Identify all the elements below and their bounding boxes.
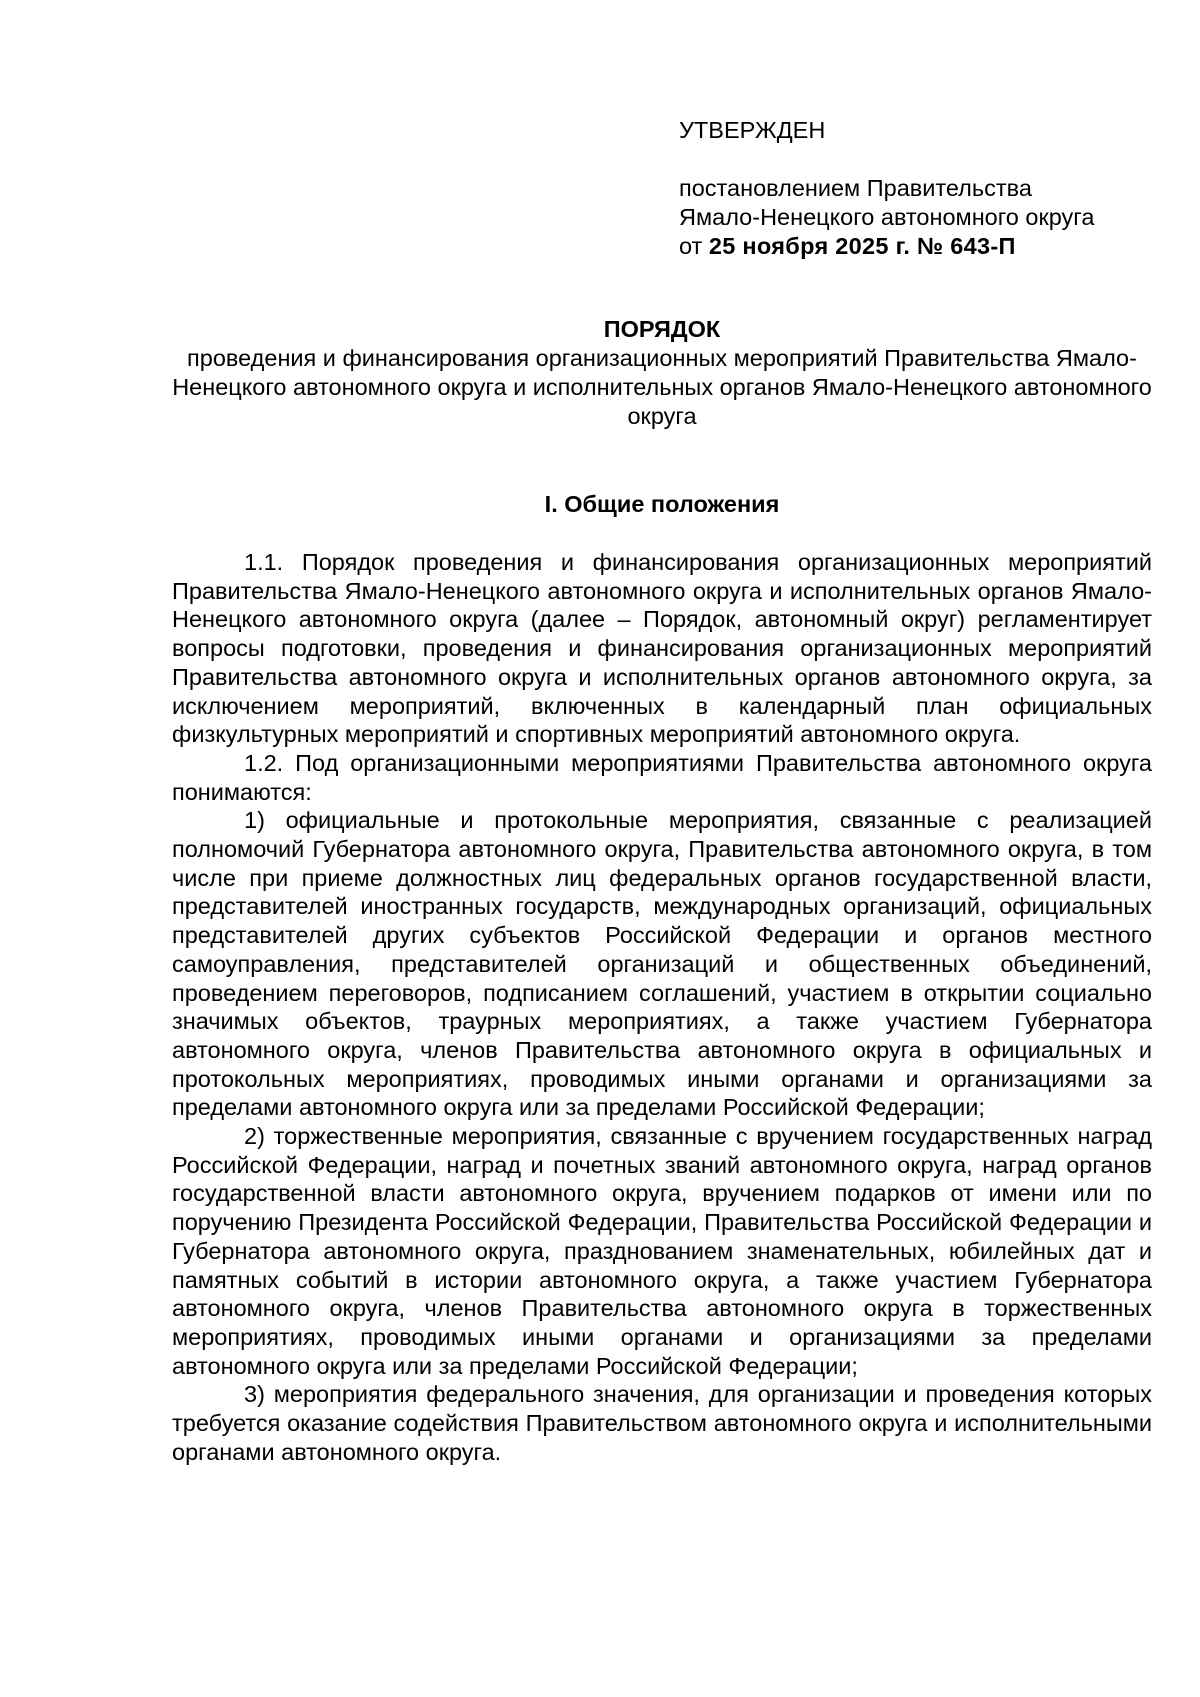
approval-resolution-line: постановлением Правительства	[679, 175, 1032, 201]
approval-date-line	[679, 232, 1149, 261]
list-item-1: 1) официальные и протокольные мероприятия, связанные с реализацией полномочий Губернатора автономного округа, Правительства автономного округа, в том числе при приеме должностных лиц федеральных органов государственной власти, представителей иностранных государств, международных организаций, официальных представителей других субъектов Российской Федерации и органов местного самоуправления, представителей организаций и общественных объединений, проведением переговоров, подписанием соглашений, участием в открытии социально значимых объектов, траурных мероприятиях, а также участием Губернатора автономного округа, членов Правительства автономного округа в официальных и протокольных мероприятиях, проводимых иными органами и организациями за пределами автономного округа или за пределами Российской Федерации;	[172, 807, 1152, 1121]
document-subtitle: проведения и финансирования организационных мероприятий Правительства Ямало-Ненецкого автономного округа и исполнительных органов Ямало-Ненецкого автономного округа	[172, 345, 1152, 429]
approval-region-line: Ямало-Ненецкого автономного округа	[679, 204, 1095, 230]
list-item-2: 2) торжественные мероприятия, связанные с вручением государственных наград Российской Федерации, наград и почетных званий автономного округа, наград органов государственной власти автономного округа, вручением подарков от имени или по поручению Президента Российской Федерации, Правительства Российской Федерации и Губернатора автономного округа, празднованием знаменательных, юбилейных дат и памятных событий в истории автономного округа, а также участием Губернатора автономного округа, членов Правительства автономного округа в торжественных мероприятиях, проводимых иными органами и организациями за пределами автономного округа или за пределами Российской Федерации;	[172, 1123, 1152, 1379]
paragraph-1-2: 1.2. Под организационными мероприятиями Правительства автономного округа понимаются:	[172, 749, 1152, 805]
document-title-block	[172, 315, 1152, 431]
document-body	[172, 548, 1152, 1467]
approval-date-number: 25 ноября 2025 г. № 643-П	[708, 233, 1016, 259]
approval-date-prefix: от	[679, 233, 703, 259]
section-heading: I. Общие положения	[544, 491, 780, 517]
document-title: ПОРЯДОК	[603, 316, 721, 342]
list-item-3: 3) мероприятия федерального значения, для организации и проведения которых требуется оказание содействия Правительством автономного округа и исполнительными органами автономного округа.	[172, 1381, 1152, 1465]
approval-stamp	[679, 116, 1149, 261]
approved-label: УТВЕРЖДЕН	[679, 117, 826, 143]
paragraph-1-1: 1.1. Порядок проведения и финансирования организационных мероприятий Правительства Ямало-Ненецкого автономного округа и исполнительных органов Ямало-Ненецкого автономного округа (далее – Порядок, автономный округ) регламентирует вопросы подготовки, проведения и финансирования организационных мероприятий Правительства автономного округа и исполнительных органов автономного округа, за исключением мероприятий, включенных в календарный план официальных физкультурных мероприятий и спортивных мероприятий автономного округа.	[172, 549, 1152, 748]
